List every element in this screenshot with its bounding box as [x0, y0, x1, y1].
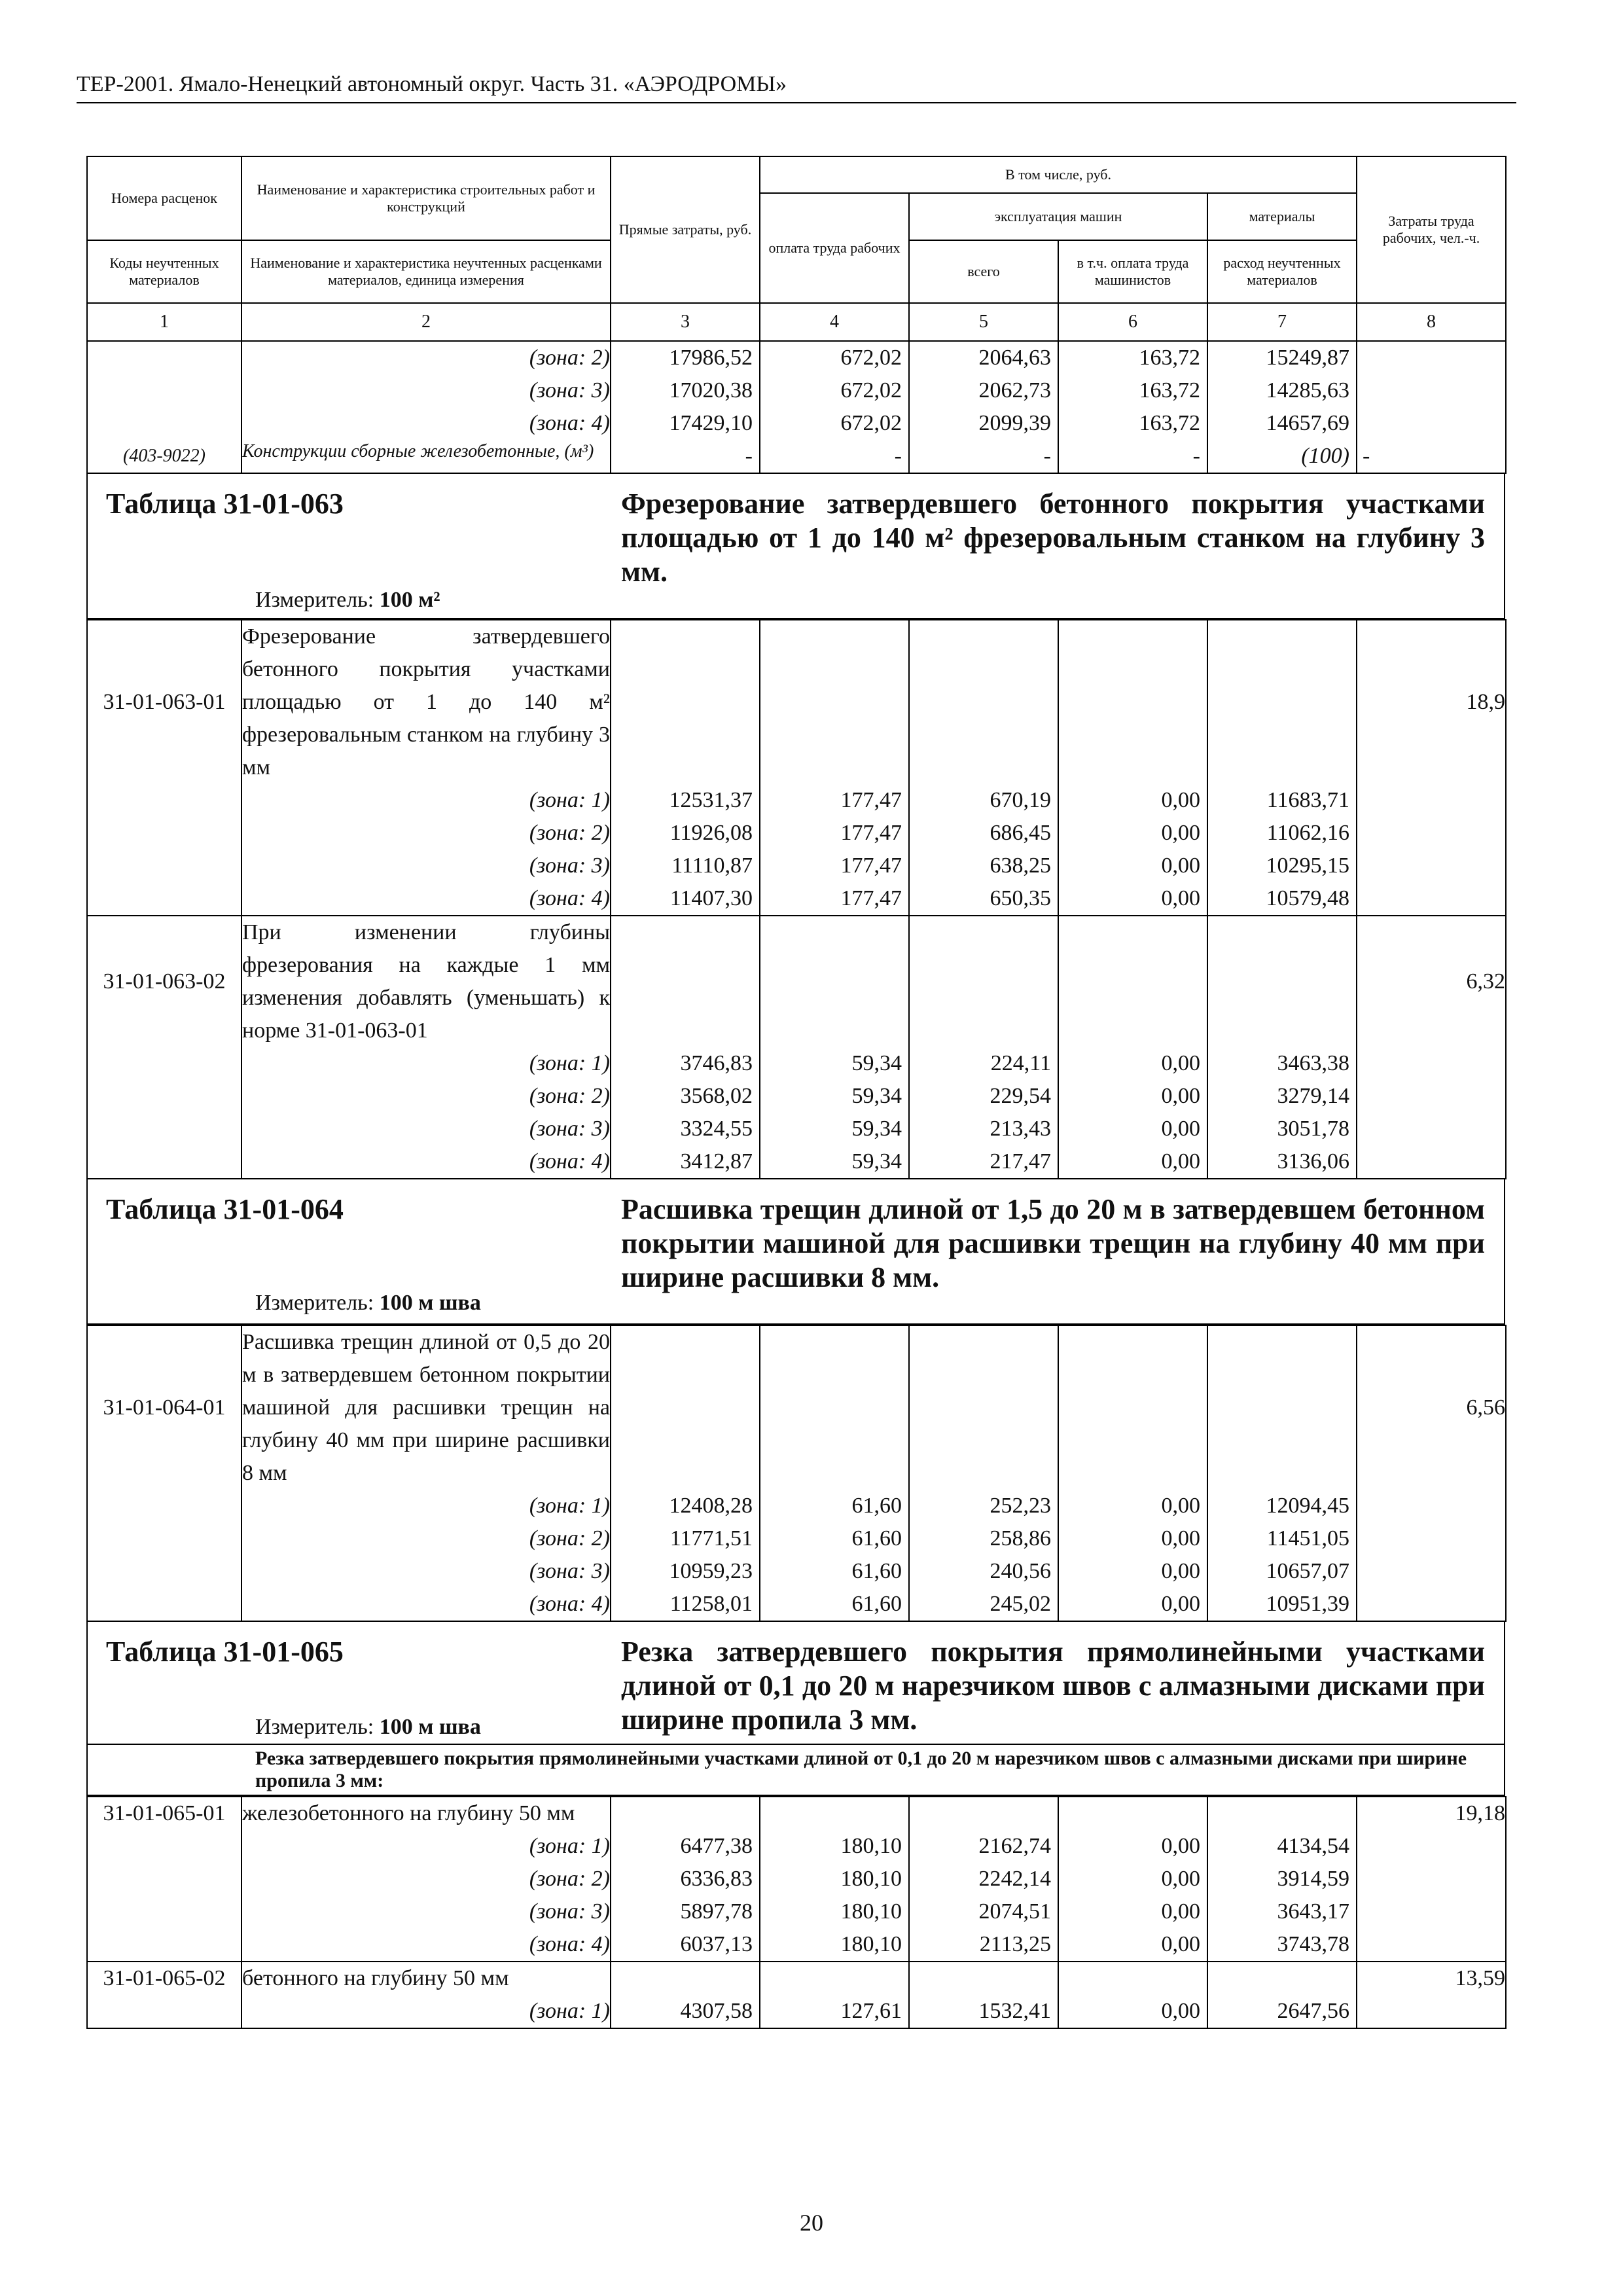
value-cell: 11407,30 — [611, 882, 760, 916]
value-cell: 59,34 — [760, 1047, 909, 1080]
value-cell: 217,47 — [909, 1145, 1058, 1179]
labor-cell — [1357, 817, 1506, 850]
value-cell — [1207, 1797, 1357, 1830]
col-number: 5 — [909, 303, 1058, 341]
code-cell — [87, 374, 241, 407]
value-cell: 650,35 — [909, 882, 1058, 916]
value-cell: 252,23 — [909, 1490, 1058, 1522]
zone-label: (зона: 1) — [241, 1047, 611, 1080]
labor-cell — [1357, 850, 1506, 882]
running-header: ТЕР-2001. Ямало-Ненецкий автономный округ. Часть 31. «АЭРОДРОМЫ» — [77, 72, 1516, 103]
zone-label: (зона: 1) — [241, 1830, 611, 1863]
value-cell: 11110,87 — [611, 850, 760, 882]
labor-cell — [1357, 1555, 1506, 1588]
value-cell — [1058, 1962, 1207, 1995]
value-cell: 163,72 — [1058, 407, 1207, 440]
col-number: 6 — [1058, 303, 1207, 341]
code-cell — [87, 1145, 241, 1179]
code-cell — [87, 784, 241, 817]
item-code: 31-01-065-02 — [87, 1962, 241, 1995]
table-number: Таблица 31-01-064 — [106, 1193, 344, 1225]
value-cell: 10295,15 — [1207, 850, 1357, 882]
col2-top-heading: Наименование и характеристика строительных работ и конструкций — [241, 156, 611, 240]
zone-row — [87, 1928, 1506, 1962]
value-cell: 61,60 — [760, 1490, 909, 1522]
value-cell: 0,00 — [1058, 1145, 1207, 1179]
zone-label: (зона: 3) — [241, 850, 611, 882]
zone-row — [87, 1555, 1506, 1588]
zone-row — [87, 1995, 1506, 2028]
value-cell: 0,00 — [1058, 1928, 1207, 1962]
labor-cell — [1357, 1522, 1506, 1555]
zone-row — [87, 850, 1506, 882]
item-code: 31-01-063-01 — [87, 620, 241, 784]
value-cell: - — [909, 440, 1058, 473]
value-cell: 0,00 — [1058, 1830, 1207, 1863]
zone-row — [87, 1830, 1506, 1863]
value-cell: 0,00 — [1058, 1995, 1207, 2028]
measure-unit: 100 м шва — [379, 1715, 481, 1739]
value-cell: 6477,38 — [611, 1830, 760, 1863]
zone-label: (зона: 2) — [241, 1080, 611, 1113]
labor-value: 13,59 — [1357, 1962, 1506, 1995]
code-cell — [87, 1522, 241, 1555]
labor-cell — [1357, 374, 1506, 407]
code-cell — [87, 882, 241, 916]
value-cell: 0,00 — [1058, 850, 1207, 882]
value-cell: 3914,59 — [1207, 1863, 1357, 1895]
table-title-block — [86, 474, 1505, 619]
value-cell: 3568,02 — [611, 1080, 760, 1113]
value-cell: 14285,63 — [1207, 374, 1357, 407]
value-cell: 3324,55 — [611, 1113, 760, 1145]
value-cell: 59,34 — [760, 1113, 909, 1145]
value-cell: 3279,14 — [1207, 1080, 1357, 1113]
price-table-document — [86, 156, 1505, 2029]
value-cell: 638,25 — [909, 850, 1058, 882]
value-cell: 0,00 — [1058, 1895, 1207, 1928]
material-name: Конструкции сборные железобетонные, (м³) — [241, 440, 611, 473]
zone-label: (зона: 3) — [241, 1895, 611, 1928]
value-cell — [1058, 916, 1207, 1047]
table-title-block — [86, 1622, 1505, 1745]
item-description: При изменении глубины фрезерования на каждые 1 мм изменения добавлять (уменьшать) к норме 31-01-063-01 — [241, 916, 611, 1047]
value-cell: 0,00 — [1058, 882, 1207, 916]
zone-label: (зона: 2) — [241, 1522, 611, 1555]
section-heading: Резка затвердевшего покрытия прямолинейными участками длиной от 0,1 до 20 м нарезчиком швов с алмазными дисками при ширине пропила 3 мм: — [86, 1745, 1505, 1796]
table-body — [86, 342, 1505, 2029]
value-cell — [909, 1797, 1058, 1830]
value-cell: 61,60 — [760, 1588, 909, 1621]
col1-bottom-heading: Коды неучтенных материалов — [87, 240, 241, 303]
table-title-block — [86, 1179, 1505, 1325]
value-cell: 0,00 — [1058, 1113, 1207, 1145]
value-cell: - — [760, 440, 909, 473]
value-cell: 229,54 — [909, 1080, 1058, 1113]
measure-line — [255, 1715, 481, 1740]
value-cell: 15249,87 — [1207, 342, 1357, 374]
col2-bottom-heading: Наименование и характеристика неучтенных расценками материалов, единица измерения — [241, 240, 611, 303]
value-cell: 11926,08 — [611, 817, 760, 850]
value-cell: 11683,71 — [1207, 784, 1357, 817]
zone-row — [87, 1522, 1506, 1555]
zone-label: (зона: 1) — [241, 1995, 611, 2028]
zone-row — [87, 1863, 1506, 1895]
zone-row — [87, 1080, 1506, 1113]
labor-cell — [1357, 1047, 1506, 1080]
code-cell — [87, 1830, 241, 1863]
zone-row — [87, 342, 1506, 374]
col-number: 8 — [1357, 303, 1506, 341]
value-cell — [909, 1325, 1058, 1490]
item-row — [87, 916, 1506, 1047]
value-cell — [760, 620, 909, 784]
value-cell: 10579,48 — [1207, 882, 1357, 916]
value-cell: 4134,54 — [1207, 1830, 1357, 1863]
value-cell — [1058, 1797, 1207, 1830]
value-cell: 61,60 — [760, 1522, 909, 1555]
value-cell — [611, 1325, 760, 1490]
measure-unit: 100 м шва — [379, 1291, 481, 1315]
col-number: 7 — [1207, 303, 1357, 341]
value-cell: 2064,63 — [909, 342, 1058, 374]
item-code: 31-01-064-01 — [87, 1325, 241, 1490]
zone-row — [87, 784, 1506, 817]
value-cell — [1207, 1325, 1357, 1490]
including-heading: В том числе, руб. — [760, 156, 1357, 193]
value-cell: 3746,83 — [611, 1047, 760, 1080]
code-cell — [87, 1863, 241, 1895]
value-cell: 17020,38 — [611, 374, 760, 407]
material-code: (403-9022) — [87, 440, 241, 473]
value-cell: 0,00 — [1058, 1047, 1207, 1080]
col-number: 3 — [611, 303, 760, 341]
value-cell: 180,10 — [760, 1830, 909, 1863]
value-cell: 0,00 — [1058, 817, 1207, 850]
item-row — [87, 1797, 1506, 1830]
page-number: 20 — [800, 2210, 823, 2236]
value-cell: 180,10 — [760, 1863, 909, 1895]
value-cell: 163,72 — [1058, 374, 1207, 407]
col-number: 2 — [241, 303, 611, 341]
code-cell — [87, 342, 241, 374]
value-cell: 12094,45 — [1207, 1490, 1357, 1522]
table-header — [86, 156, 1507, 342]
value-cell: 3463,38 — [1207, 1047, 1357, 1080]
value-cell: 11258,01 — [611, 1588, 760, 1621]
zone-label: (зона: 4) — [241, 407, 611, 440]
zone-row — [87, 1895, 1506, 1928]
value-cell: 5897,78 — [611, 1895, 760, 1928]
labor-cell — [1357, 1830, 1506, 1863]
item-code: 31-01-063-02 — [87, 916, 241, 1047]
value-cell — [760, 1797, 909, 1830]
value-cell: 177,47 — [760, 817, 909, 850]
code-cell — [87, 1588, 241, 1621]
value-cell: 10951,39 — [1207, 1588, 1357, 1621]
value-cell — [909, 916, 1058, 1047]
labor-value: 6,32 — [1357, 916, 1506, 1047]
rates-table — [86, 1796, 1507, 2029]
code-cell — [87, 1928, 241, 1962]
zone-label: (зона: 4) — [241, 1145, 611, 1179]
carryover-block — [86, 342, 1507, 474]
value-cell: 59,34 — [760, 1145, 909, 1179]
value-cell: 0,00 — [1058, 1522, 1207, 1555]
value-cell — [611, 1797, 760, 1830]
value-cell: 2242,14 — [909, 1863, 1058, 1895]
labor-cell — [1357, 342, 1506, 374]
code-cell — [87, 1113, 241, 1145]
item-description: бетонного на глубину 50 мм — [241, 1962, 611, 1995]
value-cell — [611, 1962, 760, 1995]
value-cell — [1207, 620, 1357, 784]
value-cell: 10959,23 — [611, 1555, 760, 1588]
value-cell: 2162,74 — [909, 1830, 1058, 1863]
value-cell: 59,34 — [760, 1080, 909, 1113]
value-cell: 127,61 — [760, 1995, 909, 2028]
item-code: 31-01-065-01 — [87, 1797, 241, 1830]
labor-cell — [1357, 1928, 1506, 1962]
code-cell — [87, 1995, 241, 2028]
value-cell: 14657,69 — [1207, 407, 1357, 440]
item-description: железобетонного на глубину 50 мм — [241, 1797, 611, 1830]
zone-row — [87, 817, 1506, 850]
code-cell — [87, 1080, 241, 1113]
zone-label: (зона: 4) — [241, 1588, 611, 1621]
labor-costs-heading: Затраты труда рабочих, чел.-ч. — [1357, 156, 1506, 303]
zone-row — [87, 1113, 1506, 1145]
col-number: 1 — [87, 303, 241, 341]
direct-costs-heading: Прямые затраты, руб. — [611, 156, 760, 303]
value-cell: 4307,58 — [611, 1995, 760, 2028]
table-number: Таблица 31-01-065 — [106, 1636, 344, 1668]
zone-row — [87, 882, 1506, 916]
rates-table — [86, 1325, 1507, 1622]
value-cell: 1532,41 — [909, 1995, 1058, 2028]
value-cell — [760, 1962, 909, 1995]
col-number: 4 — [760, 303, 909, 341]
value-cell — [909, 620, 1058, 784]
value-cell: 3412,87 — [611, 1145, 760, 1179]
zone-row — [87, 1047, 1506, 1080]
value-cell: 672,02 — [760, 342, 909, 374]
materials-heading: материалы — [1207, 193, 1357, 240]
value-cell: 17986,52 — [611, 342, 760, 374]
table-title: Фрезерование затвердевшего бетонного покрытия участками площадью от 1 до 140 м² фрезеровальным станком на глубину 3 мм. — [621, 488, 1485, 588]
material-usage-heading: расход неучтенных материалов — [1207, 240, 1357, 303]
labor-value: 19,18 — [1357, 1797, 1506, 1830]
value-cell: 61,60 — [760, 1555, 909, 1588]
code-cell — [87, 850, 241, 882]
value-cell — [611, 620, 760, 784]
value-cell: 6336,83 — [611, 1863, 760, 1895]
zone-label: (зона: 2) — [241, 817, 611, 850]
material-row — [87, 440, 1506, 473]
value-cell: 245,02 — [909, 1588, 1058, 1621]
value-cell: 2099,39 — [909, 407, 1058, 440]
labor-cell — [1357, 1080, 1506, 1113]
zone-label: (зона: 2) — [241, 1863, 611, 1895]
labor-cell — [1357, 1863, 1506, 1895]
value-cell: 686,45 — [909, 817, 1058, 850]
labor-cell — [1357, 882, 1506, 916]
item-row — [87, 1325, 1506, 1490]
machines-heading: эксплуатация машин — [909, 193, 1207, 240]
item-description: Фрезерование затвердевшего бетонного покрытия участками площадью от 1 до 140 м² фрезеровальным станком на глубину 3 мм — [241, 620, 611, 784]
zone-label: (зона: 3) — [241, 1555, 611, 1588]
labor-cell — [1357, 1113, 1506, 1145]
value-cell: 177,47 — [760, 882, 909, 916]
value-cell: 2062,73 — [909, 374, 1058, 407]
worker-pay-heading: оплата труда рабочих — [760, 193, 909, 303]
value-cell: 0,00 — [1058, 1588, 1207, 1621]
value-cell: 2113,25 — [909, 1928, 1058, 1962]
value-cell: 3643,17 — [1207, 1895, 1357, 1928]
value-cell: 17429,10 — [611, 407, 760, 440]
value-cell: 6037,13 — [611, 1928, 760, 1962]
value-cell: - — [611, 440, 760, 473]
value-cell — [760, 916, 909, 1047]
measure-line — [255, 588, 440, 613]
zone-label: (зона: 4) — [241, 882, 611, 916]
value-cell: 0,00 — [1058, 1863, 1207, 1895]
zone-row — [87, 1490, 1506, 1522]
value-cell — [760, 1325, 909, 1490]
item-row — [87, 620, 1506, 784]
table-number: Таблица 31-01-063 — [106, 488, 344, 520]
code-cell — [87, 407, 241, 440]
zone-label: (зона: 4) — [241, 1928, 611, 1962]
value-cell: 3743,78 — [1207, 1928, 1357, 1962]
labor-cell — [1357, 407, 1506, 440]
measure-label: Измеритель: — [255, 1291, 374, 1315]
measure-label: Измеритель: — [255, 588, 374, 612]
value-cell: 672,02 — [760, 374, 909, 407]
labor-cell — [1357, 1588, 1506, 1621]
value-cell — [1058, 620, 1207, 784]
value-cell: 240,56 — [909, 1555, 1058, 1588]
value-cell: 180,10 — [760, 1895, 909, 1928]
value-cell: 177,47 — [760, 784, 909, 817]
value-cell: 672,02 — [760, 407, 909, 440]
zone-row — [87, 1145, 1506, 1179]
zone-row — [87, 1588, 1506, 1621]
value-cell: - — [1058, 440, 1207, 473]
value-cell: 0,00 — [1058, 1555, 1207, 1588]
value-cell: 224,11 — [909, 1047, 1058, 1080]
code-cell — [87, 817, 241, 850]
machines-total-heading: всего — [909, 240, 1058, 303]
value-cell: 11451,05 — [1207, 1522, 1357, 1555]
code-cell — [87, 1895, 241, 1928]
measure-label: Измеритель: — [255, 1715, 374, 1739]
value-cell: 0,00 — [1058, 1490, 1207, 1522]
value-cell — [1207, 1962, 1357, 1995]
zone-label: (зона: 3) — [241, 1113, 611, 1145]
value-cell: 3051,78 — [1207, 1113, 1357, 1145]
value-cell — [909, 1962, 1058, 1995]
labor-cell — [1357, 1995, 1506, 2028]
operator-pay-heading: в т.ч. оплата труда машинистов — [1058, 240, 1207, 303]
zone-label: (зона: 1) — [241, 784, 611, 817]
labor-cell — [1357, 784, 1506, 817]
code-cell — [87, 1047, 241, 1080]
value-cell: 11062,16 — [1207, 817, 1357, 850]
measure-unit: 100 м² — [379, 588, 440, 612]
value-cell: 258,86 — [909, 1522, 1058, 1555]
code-cell — [87, 1555, 241, 1588]
code-cell — [87, 1490, 241, 1522]
zone-row — [87, 407, 1506, 440]
value-cell: 12408,28 — [611, 1490, 760, 1522]
value-cell: 11771,51 — [611, 1522, 760, 1555]
labor-value: 18,9 — [1357, 620, 1506, 784]
value-cell: 12531,37 — [611, 784, 760, 817]
value-cell: (100) — [1207, 440, 1357, 473]
value-cell: 163,72 — [1058, 342, 1207, 374]
table-title: Резка затвердевшего покрытия прямолинейными участками длиной от 0,1 до 20 м нарезчиком швов с алмазными дисками при ширине пропила 3 мм. — [621, 1636, 1485, 1736]
value-cell — [1058, 1325, 1207, 1490]
value-cell — [1207, 916, 1357, 1047]
zone-label: (зона: 3) — [241, 374, 611, 407]
measure-line — [255, 1291, 481, 1316]
zone-label: (зона: 2) — [241, 342, 611, 374]
value-cell: 180,10 — [760, 1928, 909, 1962]
col1-top-heading: Номера расценок — [87, 156, 241, 240]
zone-label: (зона: 1) — [241, 1490, 611, 1522]
value-cell: 177,47 — [760, 850, 909, 882]
value-cell — [611, 916, 760, 1047]
value-cell: 10657,07 — [1207, 1555, 1357, 1588]
table-title: Расшивка трещин длиной от 1,5 до 20 м в затвердевшем бетонном покрытии машиной для расшивки трещин на глубину 40 мм при ширине расшивки 8 мм. — [621, 1193, 1485, 1293]
item-row — [87, 1962, 1506, 1995]
labor-cell — [1357, 1490, 1506, 1522]
value-cell: 670,19 — [909, 784, 1058, 817]
labor-value: - — [1357, 440, 1506, 473]
item-description: Расшивка трещин длиной от 0,5 до 20 м в затвердевшем бетонном покрытии машиной для расшивки трещин на глубину 40 мм при ширине расшивки 8 мм — [241, 1325, 611, 1490]
value-cell: 0,00 — [1058, 1080, 1207, 1113]
value-cell: 213,43 — [909, 1113, 1058, 1145]
labor-cell — [1357, 1145, 1506, 1179]
rates-table — [86, 619, 1507, 1179]
labor-cell — [1357, 1895, 1506, 1928]
value-cell: 2074,51 — [909, 1895, 1058, 1928]
value-cell: 2647,56 — [1207, 1995, 1357, 2028]
labor-value: 6,56 — [1357, 1325, 1506, 1490]
zone-row — [87, 374, 1506, 407]
value-cell: 0,00 — [1058, 784, 1207, 817]
value-cell: 3136,06 — [1207, 1145, 1357, 1179]
